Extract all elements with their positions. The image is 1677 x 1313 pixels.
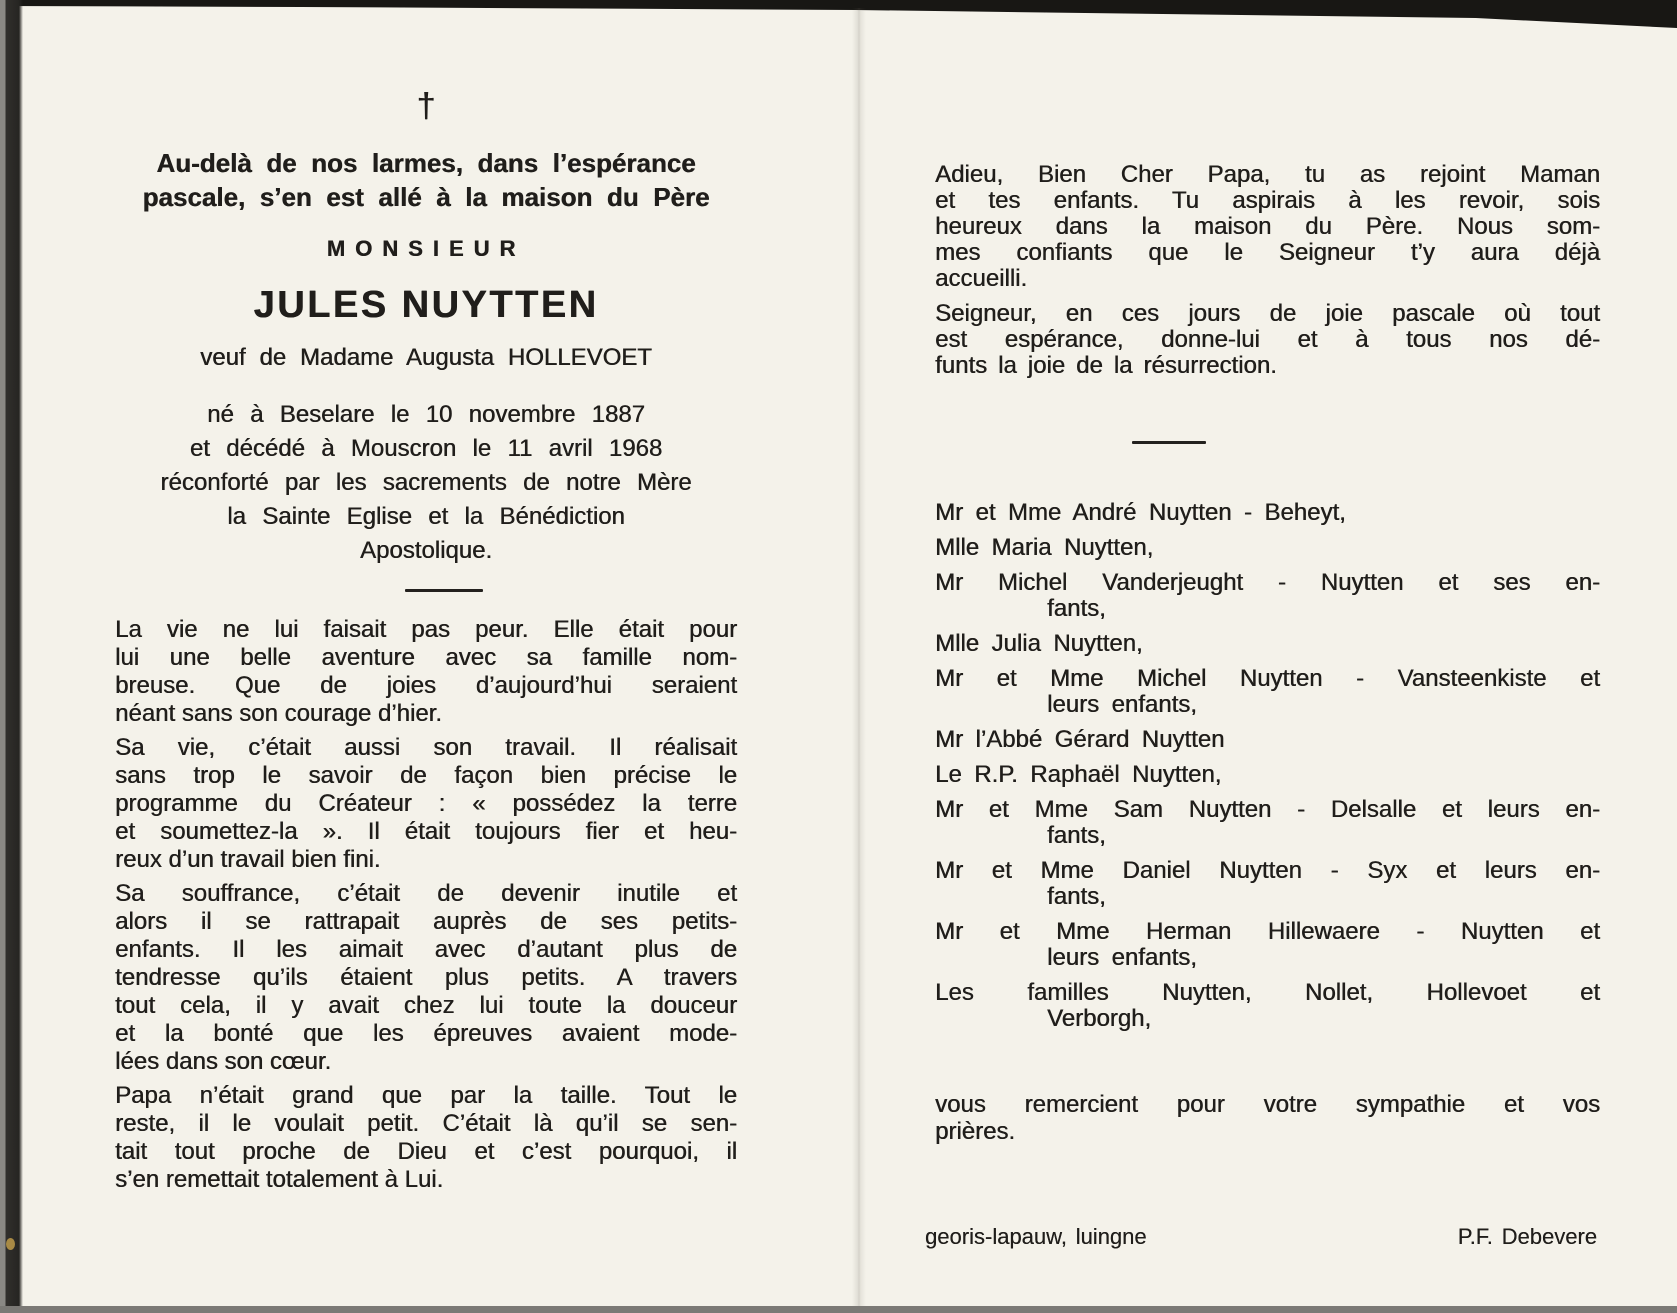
family-list-item: Mlle Julia Nuytten, <box>935 630 1143 657</box>
relation-line: veuf de Madame Augusta HOLLEVOET <box>200 344 652 371</box>
farewell-paragraph: Adieu, Bien Cher Papa, tu as rejoint Maman et tes enfants. Tu aspirais à les revoir, sois heureux dans la maison du Père. Nous som- mes confiants que le Seigneur t’y aura déjà accueilli. <box>935 161 1600 292</box>
family-list-item: Mr et Mme Herman Hillewaere - Nuytten et leurs enfants, <box>935 918 1600 971</box>
farewell-text <box>935 162 1600 388</box>
family-list <box>935 500 1600 1041</box>
eulogy-paragraph: Sa souffrance, c’était de devenir inutile et alors il se rattrapait auprès de ses petits- enfants. Il les aimait avec d’autant plus de tendresse qu’ils étaient plus petits. A travers tout cela, il y avait chez lui toute la douceur et la bonté que les épreuves avaient mode- lées dans son cœur. <box>115 880 737 1075</box>
cross-icon: † <box>416 87 436 125</box>
family-list-item: Mr et Mme André Nuytten - Beheyt, <box>935 499 1346 526</box>
scan-border-bottom <box>0 1306 1677 1313</box>
eulogy-paragraph: La vie ne lui faisait pas peur. Elle était pour lui une belle aventure avec sa famille nom- breuse. Que de joies d’aujourd’hui seraient néant sans son courage d’hier. <box>115 616 737 727</box>
deceased-name: JULES NUYTTEN <box>253 284 599 326</box>
family-list-item: Mr et Mme Sam Nuytten - Delsalle et leurs en- fants, <box>935 796 1600 849</box>
family-list-item: Le R.P. Raphaël Nuytten, <box>935 761 1222 788</box>
intro-text: Au-delà de nos larmes, dans l’espérance pascale, s’en est allé à la maison du Père <box>142 148 710 212</box>
honorific-title: MONSIEUR <box>326 236 526 261</box>
family-list-item: Les familles Nuytten, Nollet, Hollevoet et Verborgh, <box>935 979 1600 1032</box>
publisher-imprint: P.F. Debevere <box>1457 1224 1597 1249</box>
prayer-paragraph: Seigneur, en ces jours de joie pascale où tout est espérance, donne-lui et à tous nos dé- funts la joie de la résurrection. <box>935 300 1600 379</box>
family-list-item: Mlle Maria Nuytten, <box>935 534 1154 561</box>
section-divider <box>1132 441 1206 444</box>
right-page <box>862 0 1677 1313</box>
family-list-item: Mr et Mme Michel Nuytten - Vansteenkiste et leurs enfants, <box>935 665 1600 718</box>
left-page <box>25 0 860 1313</box>
vital-records: né à Beselare le 10 novembre 1887 et décédé à Mouscron le 11 avril 1968 réconforté par les sacrements de notre Mère la Sainte Eglise et la Bénédiction Apostolique. <box>160 401 692 564</box>
printer-imprint: georis-lapauw, luingne <box>925 1224 1147 1249</box>
eulogy-paragraph: Sa vie, c’était aussi son travail. Il réalisait sans trop le savoir de façon bien précise le programme du Créateur : « possédez la terre et soumettez-la ». Il était toujours fier et heu- reux d’un travail bien fini. <box>115 734 737 873</box>
eulogy-text <box>115 616 737 1200</box>
scan-border-left <box>0 0 23 1313</box>
closing-paragraph: vous remercient pour votre sympathie et vos prières. <box>935 1091 1600 1145</box>
imprint-row <box>925 1224 1597 1250</box>
eulogy-paragraph: Papa n’était grand que par la taille. Tout le reste, il le voulait petit. C’était là qu’il se sen- tait tout proche de Dieu et c’est pourquoi, il s’en remettait totalement à Lui. <box>115 1082 737 1193</box>
page-fold <box>852 8 866 1306</box>
section-divider <box>405 589 483 592</box>
family-list-item: Mr Michel Vanderjeught - Nuytten et ses en- fants, <box>935 569 1600 622</box>
family-list-item: Mr l’Abbé Gérard Nuytten <box>935 726 1225 753</box>
family-list-item: Mr et Mme Daniel Nuytten - Syx et leurs en- fants, <box>935 857 1600 910</box>
paper-stain <box>6 1238 15 1250</box>
